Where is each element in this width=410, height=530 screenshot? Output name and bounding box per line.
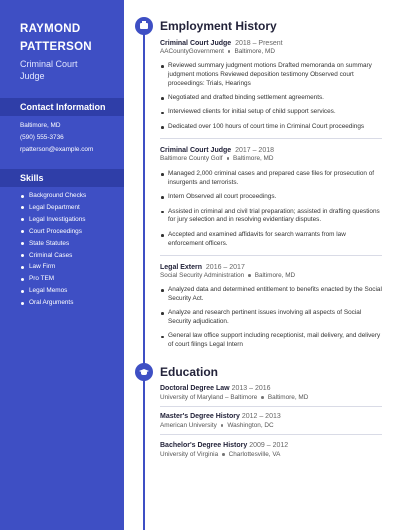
candidate-job-title: Criminal Court Judge <box>20 59 78 81</box>
job-title-line <box>160 146 274 155</box>
education-degree: Doctoral Degree Law <box>160 385 230 392</box>
job-bullet: Dedicated over 100 hours of court time in Criminal Court proceedings <box>160 123 382 132</box>
skill-item: Oral Arguments <box>20 297 86 309</box>
job-employer: Baltimore County Golf <box>160 155 223 162</box>
divider <box>160 138 382 139</box>
education-school: University of Virginia <box>160 451 219 458</box>
job-employer-line <box>160 48 275 56</box>
divider <box>160 434 382 435</box>
skill-item: Court Proceedings <box>20 226 86 238</box>
education-school: American University <box>160 422 217 429</box>
education-degree-line <box>160 384 271 393</box>
skill-item: State Statutes <box>20 238 86 250</box>
education-degree-line <box>160 441 288 450</box>
contact-section-title: Contact Information <box>20 102 106 112</box>
job-bullet: Managed 2,000 criminal cases and prepared case files for prosecution of insurgents and terrorists. <box>160 170 382 188</box>
job-dates: 2018 – Present <box>235 40 283 47</box>
skill-item: Law Firm <box>20 261 86 273</box>
education-location: Washington, DC <box>227 422 274 429</box>
education-section-title: Education <box>160 365 219 379</box>
skill-item: Criminal Cases <box>20 250 86 262</box>
graduation-cap-icon <box>135 363 153 381</box>
candidate-name: RAYMOND PATTERSON <box>20 23 92 53</box>
contact-phone: (590) 555-3736 <box>20 134 64 141</box>
job-title-line <box>160 39 283 48</box>
skill-item: Pro TEM <box>20 273 86 285</box>
divider <box>160 255 382 256</box>
job-bullet: Assisted in criminal and civil trial preparation; assisted in drafting questions for jury selection and in resolving evidentiary disputes. <box>160 208 382 226</box>
skills-section-title: Skills <box>20 173 44 183</box>
job-employer: AACountyGovernment <box>160 48 224 55</box>
job-location: Baltimore, MD <box>234 48 275 55</box>
job-title: Criminal Court Judge <box>160 147 232 154</box>
contact-email[interactable]: rpatterson@example.com <box>20 146 94 153</box>
education-degree: Bachelor's Degree History <box>160 442 248 449</box>
divider <box>160 406 382 407</box>
job-dates: 2016 – 2017 <box>205 264 245 271</box>
job-employer-line <box>160 155 274 163</box>
education-school: University of Maryland – Baltimore <box>160 394 258 401</box>
skills-list <box>20 190 86 309</box>
education-school-line <box>160 451 280 459</box>
job-bullet: Analyzed data and determined entitlement to benefits enacted by the Social Security Act. <box>160 286 382 304</box>
education-dates: 2012 – 2013 <box>241 413 281 420</box>
job-dates: 2017 – 2018 <box>235 147 275 154</box>
job-title-line <box>160 263 245 272</box>
skills-section-bar <box>0 169 124 187</box>
job-employer: Social Security Administration <box>160 272 245 279</box>
job-bullets <box>160 286 382 356</box>
job-employer-line <box>160 272 295 280</box>
job-bullet: Intern Observed all court proceedings. <box>160 193 382 202</box>
skill-item: Legal Department <box>20 202 86 214</box>
skill-item: Legal Investigations <box>20 214 86 226</box>
contact-location: Baltimore, MD <box>20 122 61 129</box>
job-bullets <box>160 170 382 254</box>
job-bullet: Negotiated and drafted binding settlement agreements. <box>160 94 382 103</box>
education-school-line <box>160 422 274 430</box>
job-location: Baltimore, MD <box>254 272 296 279</box>
job-bullet: Analyze and research pertinent issues involving all aspects of Social Security adjudication. <box>160 309 382 327</box>
job-bullet: General law office support including receptionist, mail delivery, and delivery of court filings Legal Intern <box>160 332 382 350</box>
sidebar <box>0 0 124 530</box>
skill-item: Legal Memos <box>20 285 86 297</box>
job-bullet: Accepted and examined affidavits for search warrants from law enforcement officers. <box>160 231 382 249</box>
education-location: Baltimore, MD <box>267 394 309 401</box>
education-dates: 2009 – 2012 <box>249 442 289 449</box>
job-bullets <box>160 62 382 137</box>
job-location: Baltimore, MD <box>233 155 274 162</box>
education-dates: 2013 – 2016 <box>231 385 271 392</box>
briefcase-icon <box>135 17 153 35</box>
education-location: Charlottesville, VA <box>228 451 281 458</box>
timeline-line <box>143 26 145 530</box>
employment-section-title: Employment History <box>160 19 277 33</box>
education-degree-line <box>160 412 281 421</box>
education-school-line <box>160 394 308 402</box>
job-bullet: Interviewed clients for initial setup of child support services. <box>160 108 382 117</box>
job-bullet: Reviewed summary judgment motions Drafted memoranda on summary judgment motions Reviewed deposition testimony Observed court proceedings: Trials, Hearings <box>160 62 382 88</box>
education-degree: Master's Degree History <box>160 413 240 420</box>
job-title: Legal Extern <box>160 264 203 271</box>
skill-item: Background Checks <box>20 190 86 202</box>
job-title: Criminal Court Judge <box>160 40 232 47</box>
